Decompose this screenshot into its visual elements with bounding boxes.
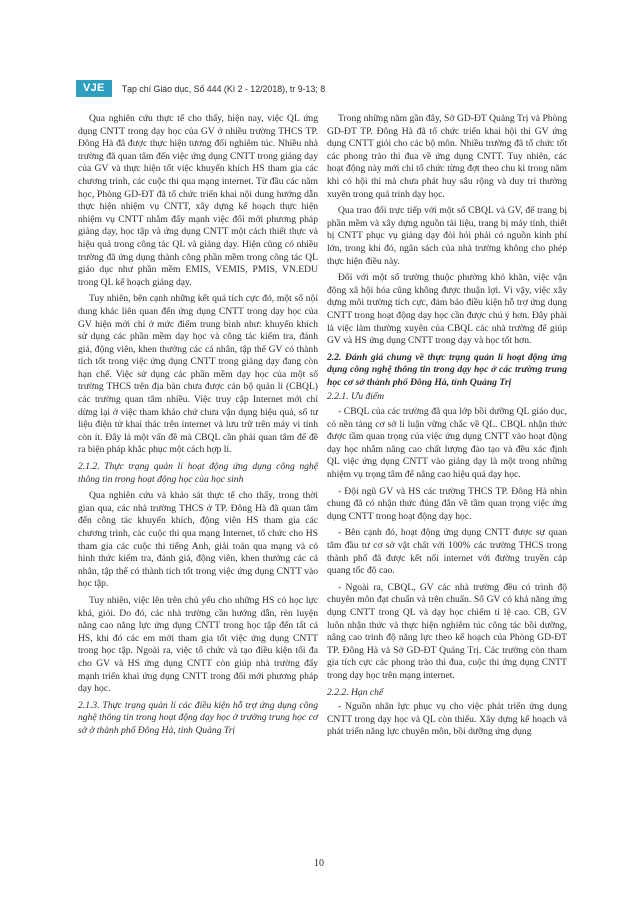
subsection-heading-2-2-1: 2.2.1. Ưu điểm	[327, 391, 385, 403]
left-column	[78, 113, 318, 742]
subsection-heading-2-1-3: 2.1.3. Thực trạng quản lí các điều kiện hỗ trợ ứng dụng công nghệ thông tin trong hoạt động dạy học ở trường trung học cơ sở ở thành phố Đông Hà, tỉnh Quảng Trị	[78, 699, 318, 736]
right-paragraph-8: - Nguồn nhân lực phục vụ cho việc phát triển ứng dụng CNTT trong dạy học và QL còn thiếu. Xây dựng kế hoạch và phát triển năng lực chuyên môn, bồi dưỡng ứng dụng	[327, 701, 567, 738]
running-header	[76, 80, 325, 97]
left-paragraph-3: Qua nghiên cứu và khảo sát thực tế cho thấy, trong thời gian qua, các nhà trường THCS ở TP. Đông Hà đã quan tâm đến công tác khuyến khích, động viên HS tham gia các chương trình, các cuộc thi qua mạng Internet, tổ chức cho HS tham gia các cuộc thi tiếng Anh, giải toán qua mạng và có hình thức kiểm tra, đánh giá, động viên, khen thưởng các cá nhân, tập thể có thành tích tốt trong việc ứng dụng CNTT vào học tập.	[78, 490, 318, 590]
subsection-heading-2-1-2: 2.1.2. Thực trạng quản lí hoạt động ứng dụng công nghệ thông tin trong hoạt động học của học sinh	[78, 461, 318, 485]
right-paragraph-2: Qua trao đổi trực tiếp với một số CBQL và GV, để trang bị phần mềm và xây dựng nguồn tài liệu, trang bị máy tính, thiết bị CNTT phục vụ giảng dạy đòi hỏi phải có nguồn kinh phí lớn, trong khi đó, ngân sách của nhà trường không cho phép thực hiện điều này.	[327, 205, 567, 267]
right-paragraph-4: - CBQL của các trường đã qua lớp bồi dưỡng QL giáo dục, có nền tảng cơ sở lí luận vững chắc về QL. CBQL nhận thức được tầm quan trọng của việc ứng dụng CNTT vào hoạt động dạy học nhằm nâng cao chất lượng đào tạo và đều xác định QL việc ứng dụng CNTT vào giảng dạy là một trong những nhiệm vụ trọng tâm để nâng cao hiệu quả dạy học.	[327, 406, 567, 481]
right-paragraph-5: - Đội ngũ GV và HS các trường THCS TP. Đông Hà nhìn chung đã có nhận thức đúng đắn về tầm quan trọng việc ứng dụng CNTT trong hoạt động dạy học.	[327, 485, 567, 522]
left-paragraph-2: Tuy nhiên, bên cạnh những kết quả tích cực đó, một số nội dung khác liên quan đến ứng dụng CNTT trong dạy học của GV hiện mới chỉ ở mức điểm trung bình như: khuyến khích sử dụng các phần mềm dạy học và công tác kiểm tra, đánh giá, động viên, khen thưởng các cá nhân, tập thể GV có thành tích tốt trong việc ứng dụng CNTT trong giảng dạy đang còn hạn chế. Việc sử dụng các phần mềm dạy học của một số trường THCS trên địa bàn chưa được cán bộ quản lí (CBQL) các trường quan tâm nhiều. Việc truy cập Internet mới chỉ dừng lại ở việc tham khảo chứ chưa vận dụng hiệu quả, số tư liệu điện tử khai thác trên internet và lưu trữ trên máy vi tính còn ít. Đây là một vấn đề mà CBQL cần phải quan tâm để đề ra biện pháp khắc phục một cách hợp lí.	[78, 293, 318, 456]
page-number: 10	[314, 858, 324, 869]
right-column	[327, 113, 567, 743]
right-paragraph-3: Đối với một số trường thuộc phường khó khăn, việc vận động xã hội hóa cũng không được thuận lợi. Vì vậy, việc xây dựng môi trường tích cực, đảm bảo điều kiện hỗ trợ ứng dụng CNTT trong hoạt động dạy học cần được chú ý hơn. Đây phải là việc làm thường xuyên của CBQL các nhà trường để giúp GV và HS ứng dụng CNTT trong dạy và học tốt hơn.	[327, 272, 567, 347]
subsection-heading-2-2-2: 2.2.2. Hạn chế	[327, 686, 384, 698]
right-paragraph-1: Trong những năm gần đây, Sở GD-ĐT Quảng Trị và Phòng GD-ĐT TP. Đông Hà đã tổ chức triển khai hội thi GV ứng dụng CNTT giỏi cho các bộ môn. Nhiều trường đã tổ chức tốt các phong trào thi đua về ứng dụng CNTT. Tuy nhiên, các hoạt động này mới chỉ tổ chức từng đợt theo chu kì trong năm khi có hội thi mà chưa phát huy sâu rộng và duy trì thường xuyên trong quá trình dạy học.	[327, 113, 567, 200]
right-paragraph-7: - Ngoài ra, CBQL, GV các nhà trường đều có trình độ chuyên môn đạt chuẩn và trên chuẩn. Số GV có khả năng ứng dụng CNTT trong QL và dạy học chiếm tỉ lệ cao. CB, GV luôn nhận thức và thực hiện nghiêm túc công tác bồi dưỡng, nâng cao trình độ năng lực theo kế hoạch của Phòng GD-ĐT TP. Đông Hà và Sở GD-ĐT Quảng Trị. Các trường còn tham gia tích cực các phong trào thi đua, cuộc thi ứng dụng CNTT trong dạy học trên mạng internet.	[327, 581, 567, 681]
journal-citation: Tạp chí Giáo dục, Số 444 (Kì 2 - 12/2018), tr 9-13; 8	[121, 83, 326, 94]
left-paragraph-1: Qua nghiên cứu thực tế cho thấy, hiện nay, việc QL ứng dụng CNTT trong dạy học của GV ở nhiều trường THCS TP. Đông Hà đã được thực hiện tương đối nghiêm túc. Nhiều nhà trường đã quan tâm đến việc ứng dụng CNTT trong giảng dạy của GV và thực hiện tốt việc khuyến khích HS tham gia các chương trình, các cuộc thi qua mạng internet. Từ đầu các năm học, Phòng GD-ĐT đã tổ chức triển khai nội dung hướng dẫn thực hiện nhiệm vụ CNTT, xây dựng kế hoạch thực hiện nhiệm vụ CNTT nhằm đẩy mạnh việc đổi mới phương pháp giảng dạy, học tập và ứng dụng CNTT một cách thiết thực và hiệu quả trong công tác QL và giảng dạy. Hiện cũng có nhiều trường đã ứng dụng thành công phần mềm trong công tác QL giáo dục như phần mềm EMIS, VEMIS, PMIS, VN.EDU trong QL kế hoạch giảng dạy.	[78, 113, 318, 288]
section-heading-2-2: 2.2. Đánh giá chung về thực trạng quản lí hoạt động ứng dụng công nghệ thông tin trong dạy học ở các trường trung học cơ sở thành phố Đông Hà, tỉnh Quảng Trị	[327, 351, 567, 388]
left-paragraph-4: Tuy nhiên, việc lên trên chủ yếu cho những HS có học lực khá, giỏi. Do đó, các nhà trường cần hướng dẫn, rèn luyện năng cao năng lực ứng dụng CNTT trong học tập đến tất cả HS, khi đó các em mới tham gia tốt việc ứng dụng CNTT trong học tập. Ngoài ra, việc tổ chức và tạo điều kiện tối đa cho GV và HS ứng dụng CNTT còn giúp nhà trường đẩy mạnh triển khai ứng dụng CNTT trong đổi mới phương pháp dạy học.	[78, 594, 318, 695]
journal-badge: VJE	[76, 80, 112, 97]
right-paragraph-6: - Bên cạnh đó, hoạt động ứng dụng CNTT được sự quan tâm đầu tư cơ sở vật chất với 100% các trường THCS trong thành phố đã được kết nối internet với đường truyền cáp quang tốc độ cao.	[327, 527, 567, 577]
